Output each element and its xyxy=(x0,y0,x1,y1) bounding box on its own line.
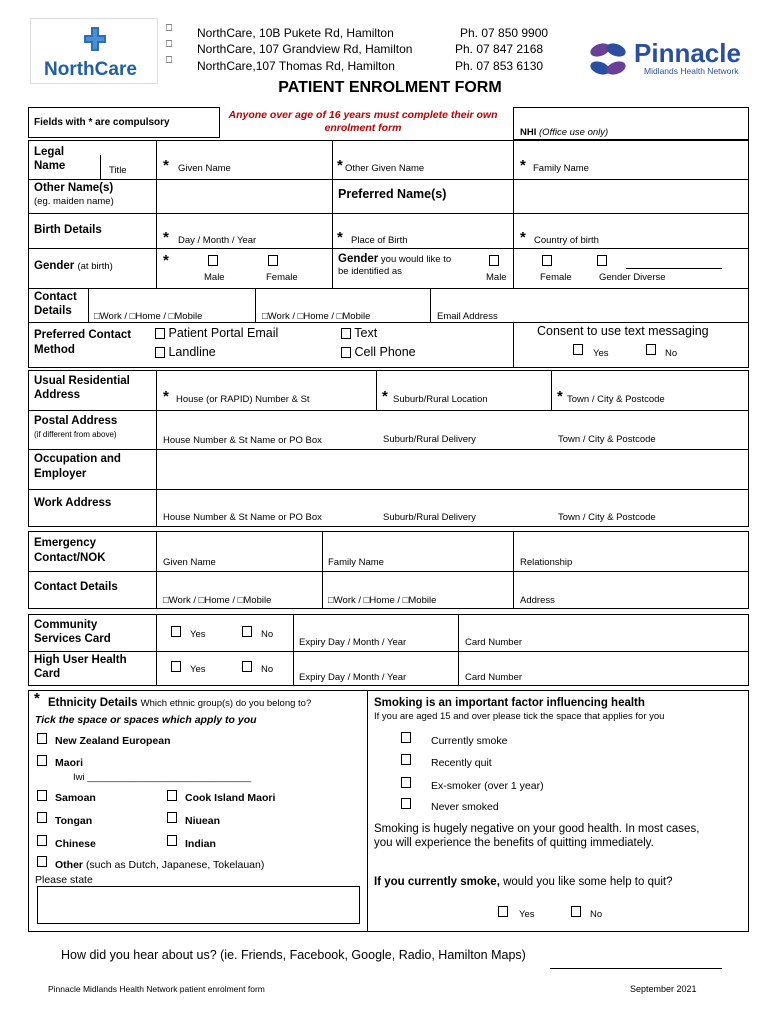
samoan-checkbox[interactable] xyxy=(37,790,47,801)
town-label: Town / City & Postcode xyxy=(567,394,665,405)
form-title: PATIENT ENROLMENT FORM xyxy=(278,79,502,96)
contact-details-label: Contact Details xyxy=(34,291,77,317)
northcare-wordmark: NorthCare xyxy=(44,59,137,80)
smoking-note: If you are aged 15 and over please tick the space that applies for you xyxy=(374,711,665,722)
work-town-label: Town / City & Postcode xyxy=(558,512,656,523)
phone-type-2[interactable]: □Work / □Home / □Mobile xyxy=(262,311,371,322)
nhi-label: NHI (Office use only) xyxy=(520,127,609,138)
phone-2: Ph. 07 847 2168 xyxy=(455,42,544,56)
high-user-no-checkbox[interactable] xyxy=(242,661,252,672)
emergency-address-label: Address xyxy=(520,595,555,606)
preferred-names-label: Preferred Name(s) xyxy=(338,187,447,201)
gender-identity-label: Gender you would like to be identified as xyxy=(338,253,452,277)
high-user-no-label: No xyxy=(261,664,274,675)
occupation-label: Occupation and Employer xyxy=(34,453,121,480)
how-heard-question: How did you hear about us? (ie. Friends, Facebook, Google, Radio, Hamilton Maps) xyxy=(61,948,526,962)
currently-smoke-label: Currently smoke xyxy=(431,735,508,747)
compulsory-note: Fields with * are compulsory xyxy=(34,117,170,128)
pinnacle-flower-icon xyxy=(586,38,630,80)
suburb-rural-label: Suburb/Rural Location xyxy=(393,394,488,405)
quit-yes-label: Yes xyxy=(519,909,535,920)
landline-checkbox[interactable] xyxy=(155,347,165,358)
maori-checkbox[interactable] xyxy=(37,755,47,766)
address-3: NorthCare,107 Thomas Rd, Hamilton xyxy=(197,59,395,73)
community-yes-label: Yes xyxy=(190,629,206,640)
legal-name-label: Legal Name xyxy=(34,146,66,172)
maiden-note: (eg. maiden name) xyxy=(34,196,114,207)
samoan-label: Samoan xyxy=(55,792,96,804)
cell-phone-checkbox[interactable] xyxy=(341,347,351,358)
required-star: * xyxy=(520,229,526,246)
emergency-phone-type-1[interactable]: □Work / □Home / □Mobile xyxy=(163,595,272,606)
given-name-label: Given Name xyxy=(178,163,231,174)
ex-smoker-label: Ex-smoker (over 1 year) xyxy=(431,780,544,792)
indian-checkbox[interactable] xyxy=(167,835,177,846)
quit-no-checkbox[interactable] xyxy=(571,906,581,917)
gender-label: Gender (at birth) xyxy=(34,260,113,272)
work-suburb-label: Suburb/Rural Delivery xyxy=(383,512,476,523)
house-po-label: House Number & St Name or PO Box xyxy=(163,435,322,446)
high-user-card-number-label: Card Number xyxy=(465,672,523,683)
family-name-label: Family Name xyxy=(533,163,589,174)
other-ethnicity-label: Other (such as Dutch, Japanese, Tokelauan) xyxy=(55,859,265,871)
chinese-checkbox[interactable] xyxy=(37,835,47,846)
postal-address-label: Postal Address xyxy=(34,415,118,427)
gender-female-checkbox[interactable] xyxy=(268,255,278,266)
emergency-family-label: Family Name xyxy=(328,557,384,568)
nz-european-checkbox[interactable] xyxy=(37,733,47,744)
place-of-birth-label: Place of Birth xyxy=(351,235,408,246)
required-star: * xyxy=(163,229,169,246)
consent-no-checkbox[interactable] xyxy=(646,344,656,355)
phone-1: Ph. 07 850 9900 xyxy=(460,26,549,40)
portal-email-checkbox[interactable] xyxy=(155,328,165,339)
required-star: * xyxy=(337,157,343,174)
how-heard-answer-line[interactable] xyxy=(550,968,722,969)
ethnicity-title: Ethnicity Details Which ethnic group(s) do you belong to? xyxy=(48,697,312,709)
usual-address-label: Usual Residential Address xyxy=(34,375,130,401)
age-notice: Anyone over age of 16 years must complete their own enrolment form xyxy=(228,109,498,134)
text-checkbox[interactable] xyxy=(341,328,351,339)
title-label: Title xyxy=(109,165,127,176)
chinese-label: Chinese xyxy=(55,838,96,850)
quit-yes-checkbox[interactable] xyxy=(498,906,508,917)
birth-details-label: Birth Details xyxy=(34,224,102,236)
preferred-contact-label: Preferred Contact Method xyxy=(34,329,132,356)
other-given-label: Other Given Name xyxy=(345,163,425,174)
high-user-card-label: High User Health Card xyxy=(34,654,127,680)
tongan-checkbox[interactable] xyxy=(37,812,47,823)
niuean-label: Niuean xyxy=(185,815,221,827)
please-state-label: Please state xyxy=(35,874,93,886)
ex-smoker-checkbox[interactable] xyxy=(401,777,411,788)
cook-island-label: Cook Island Maori xyxy=(185,792,276,804)
required-star: * xyxy=(34,690,40,707)
cell-phone-option[interactable]: Cell Phone xyxy=(341,345,416,359)
never-smoked-checkbox[interactable] xyxy=(401,798,411,809)
identity-male-checkbox[interactable] xyxy=(489,255,499,266)
house-rapid-label: House (or RAPID) Number & St xyxy=(176,394,310,405)
emergency-label: Emergency Contact/NOK xyxy=(34,537,106,564)
high-user-yes-label: Yes xyxy=(190,664,206,675)
gender-male-label: Male xyxy=(204,272,225,283)
consent-yes-label: Yes xyxy=(593,348,609,359)
other-ethnicity-checkbox[interactable] xyxy=(37,856,47,867)
maori-label: Maori xyxy=(55,757,84,769)
community-no-checkbox[interactable] xyxy=(242,626,252,637)
work-address-label: Work Address xyxy=(34,497,112,509)
phone-3: Ph. 07 853 6130 xyxy=(455,59,544,73)
pinnacle-wordmark: Pinnacle xyxy=(634,38,741,68)
consent-label: Consent to use text messaging xyxy=(537,324,709,338)
recently-quit-checkbox[interactable] xyxy=(401,754,411,765)
pinnacle-logo xyxy=(586,38,756,80)
identity-diverse-checkbox[interactable] xyxy=(597,255,607,266)
community-yes-checkbox[interactable] xyxy=(171,626,181,637)
quit-no-label: No xyxy=(590,909,603,920)
community-no-label: No xyxy=(261,629,274,640)
identity-female-checkbox[interactable] xyxy=(542,255,552,266)
iwi-label: Iwi _______________________________ xyxy=(73,772,252,783)
consent-yes-checkbox[interactable] xyxy=(573,344,583,355)
emergency-contact-label: Contact Details xyxy=(34,581,118,593)
please-state-input[interactable] xyxy=(37,886,360,924)
postal-town-label: Town / City & Postcode xyxy=(558,434,656,445)
required-star: * xyxy=(337,229,343,246)
quit-question: If you currently smoke, would you like some help to quit? xyxy=(374,876,673,888)
email-label: Email Address xyxy=(437,311,498,322)
never-smoked-label: Never smoked xyxy=(431,801,499,813)
required-star: * xyxy=(382,388,388,405)
identity-male-label: Male xyxy=(486,272,507,283)
required-star: * xyxy=(163,157,169,174)
portal-email-option[interactable]: Patient Portal Email xyxy=(155,326,278,340)
identity-female-label: Female xyxy=(540,272,572,283)
text-option[interactable]: Text xyxy=(341,326,377,340)
consent-no-label: No xyxy=(665,348,678,359)
gender-diverse-label: Gender Diverse xyxy=(599,272,666,283)
smoking-warning: Smoking is hugely negative on your good health. In most cases, you will experience the benefits of quitting immediately. xyxy=(374,823,700,849)
other-names-label: Other Name(s) xyxy=(34,182,114,194)
community-card-label: Community Services Card xyxy=(34,619,111,645)
niuean-checkbox[interactable] xyxy=(167,812,177,823)
gender-female-label: Female xyxy=(266,272,298,283)
ethnicity-instruction: Tick the space or spaces which apply to you xyxy=(35,714,257,726)
emergency-phone-type-2[interactable]: □Work / □Home / □Mobile xyxy=(328,595,437,606)
required-star: * xyxy=(520,157,526,174)
dob-label: Day / Month / Year xyxy=(178,235,257,246)
high-user-expiry-label: Expiry Day / Month / Year xyxy=(299,672,407,683)
footer-form-name: Pinnacle Midlands Health Network patient enrolment form xyxy=(48,984,265,994)
recently-quit-label: Recently quit xyxy=(431,757,492,769)
footer-date: September 2021 xyxy=(630,984,697,994)
cook-island-checkbox[interactable] xyxy=(167,790,177,801)
nz-european-label: New Zealand European xyxy=(55,735,171,747)
tongan-label: Tongan xyxy=(55,815,93,827)
landline-option[interactable]: Landline xyxy=(155,345,216,359)
gender-male-checkbox[interactable] xyxy=(208,255,218,266)
country-of-birth-label: Country of birth xyxy=(534,235,599,246)
address-1: NorthCare, 10B Pukete Rd, Hamilton xyxy=(197,26,394,40)
emergency-given-label: Given Name xyxy=(163,557,216,568)
medical-cross-icon xyxy=(82,25,108,53)
suburb-delivery-label: Suburb/Rural Delivery xyxy=(383,434,476,445)
required-star: * xyxy=(557,388,563,405)
high-user-yes-checkbox[interactable] xyxy=(171,661,181,672)
phone-type-1[interactable]: □Work / □Home / □Mobile xyxy=(94,311,203,322)
work-house-label: House Number & St Name or PO Box xyxy=(163,512,322,523)
indian-label: Indian xyxy=(185,838,216,850)
address-2: NorthCare, 107 Grandview Rd, Hamilton xyxy=(197,42,413,56)
community-card-number-label: Card Number xyxy=(465,637,523,648)
pinnacle-subtitle: Midlands Health Network xyxy=(644,66,739,76)
required-star: * xyxy=(163,252,169,269)
community-expiry-label: Expiry Day / Month / Year xyxy=(299,637,407,648)
northcare-logo xyxy=(30,18,158,84)
postal-note: (if different from above) xyxy=(34,430,117,439)
header-marks: ⎕ ⎕ ⎕ xyxy=(166,23,172,66)
relationship-label: Relationship xyxy=(520,557,573,568)
currently-smoke-checkbox[interactable] xyxy=(401,732,411,743)
required-star: * xyxy=(163,388,169,405)
smoking-title: Smoking is an important factor influencing health xyxy=(374,697,645,709)
